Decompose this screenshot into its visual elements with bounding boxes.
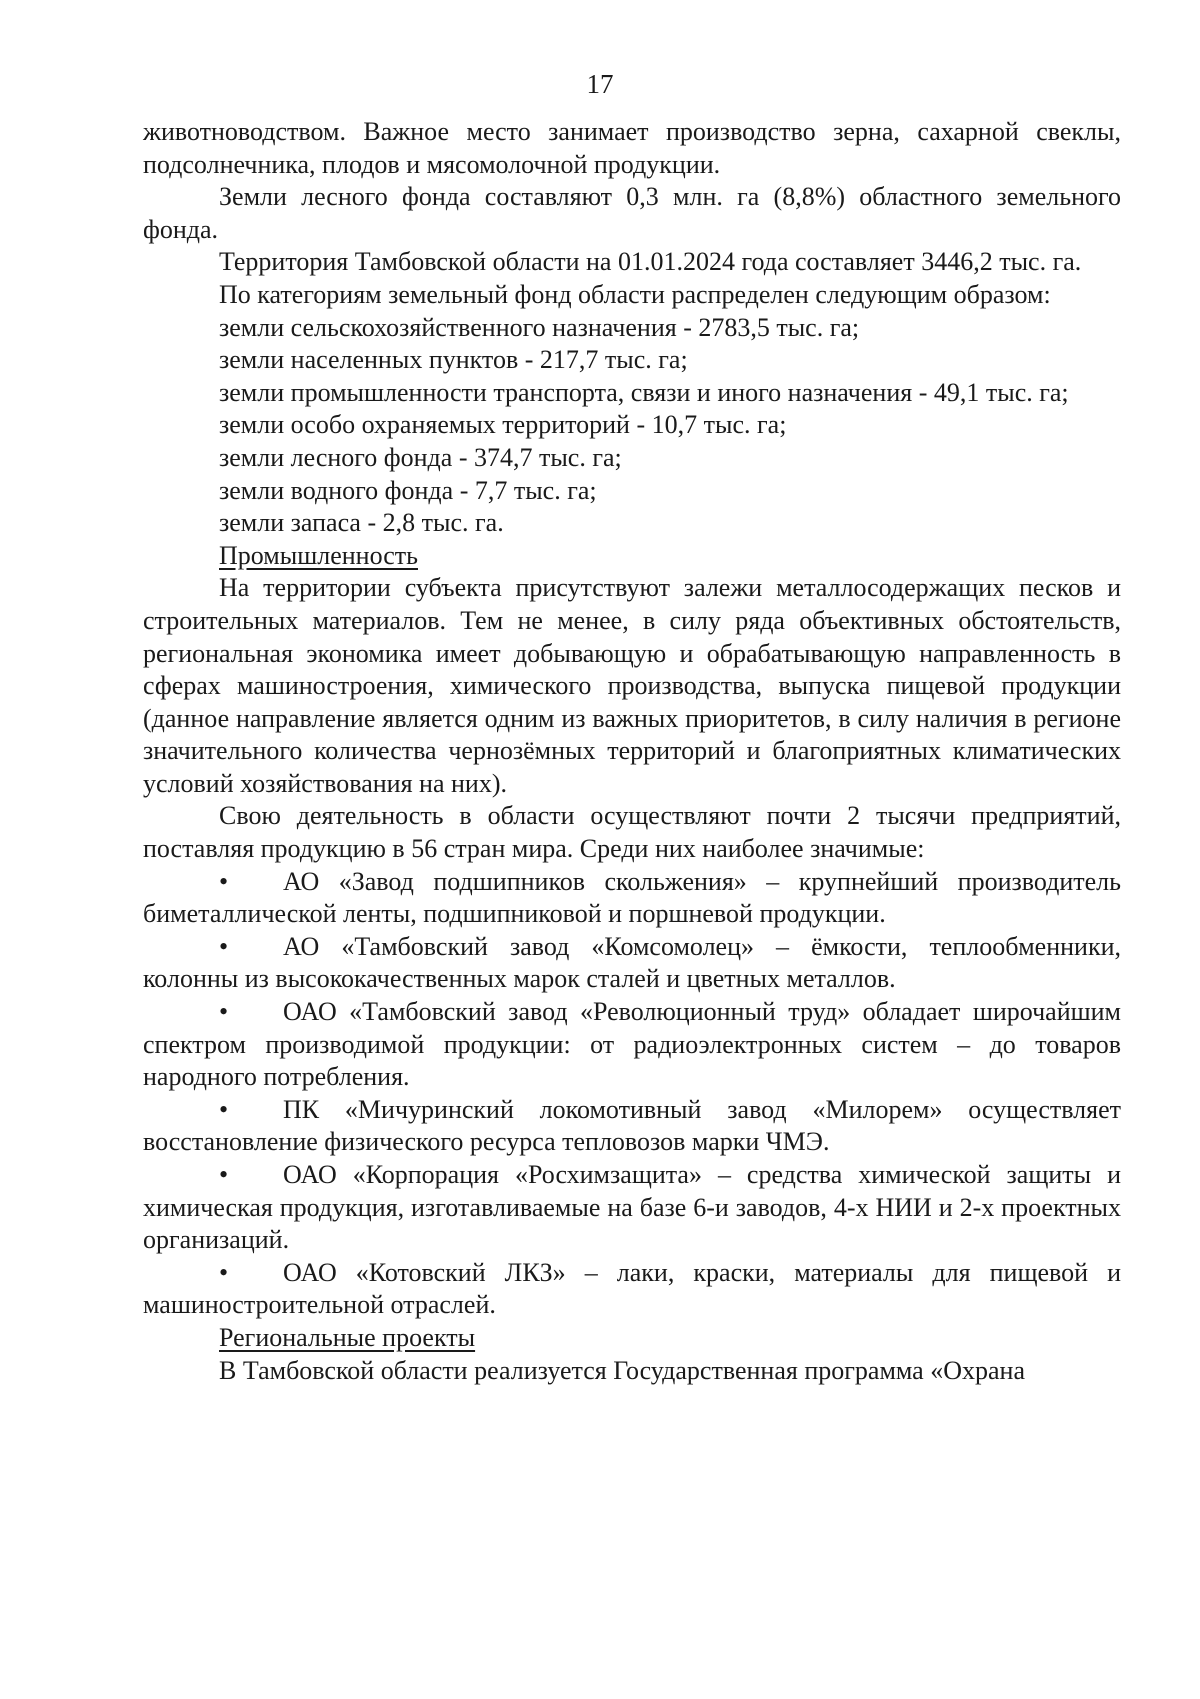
enterprise-list-item: [143, 866, 1121, 931]
bullet-icon: •: [219, 1094, 229, 1124]
bullet-icon: •: [219, 931, 229, 961]
land-category-item: земли запаса - 2,8 тыс. га.: [219, 508, 504, 538]
enterprise-list-item: [143, 1257, 1121, 1322]
enterprise-description: ОАО «Тамбовский завод «Революционный труд» обладает широчайшим спектром производимой продукции: от радиоэлектронных систем – до товаров народного потребления.: [143, 997, 1121, 1092]
paragraph: По категориям земельный фонд области распределен следующим образом:: [219, 279, 1051, 309]
section-heading: Промышленность: [219, 540, 418, 570]
paragraph: земли промышленности транспорта, связи и иного назначения - 49,1 тыс. га;: [219, 377, 1069, 407]
paragraph: В Тамбовской области реализуется Государственная программа «Охрана: [219, 1355, 1025, 1385]
paragraph: Земли лесного фонда составляют 0,3 млн. га (8,8%) областного земельного фонда.: [143, 182, 1121, 244]
land-category-item: земли сельскохозяйственного назначения - 2783,5 тыс. га;: [219, 312, 860, 342]
enterprise-description: ПК «Мичуринский локомотивный завод «Милорем» осуществляет восстановление физического ресурса тепловозов марки ЧМЭ.: [143, 1094, 1121, 1157]
land-category-item: земли особо охраняемых территорий - 10,7 тыс. га;: [219, 410, 787, 440]
enterprise-description: АО «Завод подшипников скольжения» – крупнейший производитель биметаллической ленты, подшипниковой и поршневой продукции.: [143, 866, 1121, 929]
paragraph: Территория Тамбовской области на 01.01.2024 года составляет 3446,2 тыс. га.: [219, 247, 1082, 277]
enterprise-list-item: [143, 1094, 1121, 1159]
enterprise-description: АО «Тамбовский завод «Комсомолец» – ёмкости, теплообменники, колонны из высококачественных марок сталей и цветных металлов.: [143, 931, 1121, 994]
paragraph: Свою деятельность в области осуществляют почти 2 тысячи предприятий, поставляя продукцию в 56 стран мира. Среди них наиболее значимые:: [143, 801, 1121, 864]
bullet-icon: •: [219, 1257, 229, 1287]
land-category-item: земли населенных пунктов - 217,7 тыс. га;: [219, 345, 688, 375]
enterprise-description: ОАО «Корпорация «Росхимзащита» – средства химической защиты и химическая продукция, изготавливаемые на базе 6-и заводов, 4-х НИИ и 2-х проектных организаций.: [143, 1160, 1121, 1255]
bullet-icon: •: [219, 866, 229, 896]
section-heading: Региональные проекты: [219, 1322, 476, 1352]
bullet-icon: •: [219, 997, 229, 1027]
land-category-item: земли водного фонда - 7,7 тыс. га;: [219, 475, 597, 505]
page-number: 17: [586, 69, 614, 99]
enterprise-list-item: [143, 1159, 1121, 1257]
enterprise-description: ОАО «Котовский ЛКЗ» – лаки, краски, материалы для пищевой и машиностроительной отраслей.: [143, 1257, 1121, 1320]
paragraph: На территории субъекта присутствуют залежи металлосодержащих песков и строительных материалов. Тем не менее, в силу ряда объективных обстоятельств, региональная экономика имеет добывающую и обрабатывающую направленность в сферах машиностроения, химического производства, выпуска пищевой продукции (данное направление является одним из важных приоритетов, в силу наличия в регионе значительного количества чернозёмных территорий и благоприятных климатических условий хозяйствования на них).: [143, 573, 1121, 798]
bullet-icon: •: [219, 1160, 229, 1189]
paragraph: животноводством. Важное место занимает производство зерна, сахарной свеклы, подсолнечника, плодов и мясомолочной продукции.: [143, 117, 1121, 179]
document-body: [143, 116, 1121, 1387]
enterprise-list-item: [143, 931, 1121, 996]
land-category-item: земли лесного фонда - 374,7 тыс. га;: [219, 442, 622, 472]
enterprise-list-item: [143, 996, 1121, 1094]
